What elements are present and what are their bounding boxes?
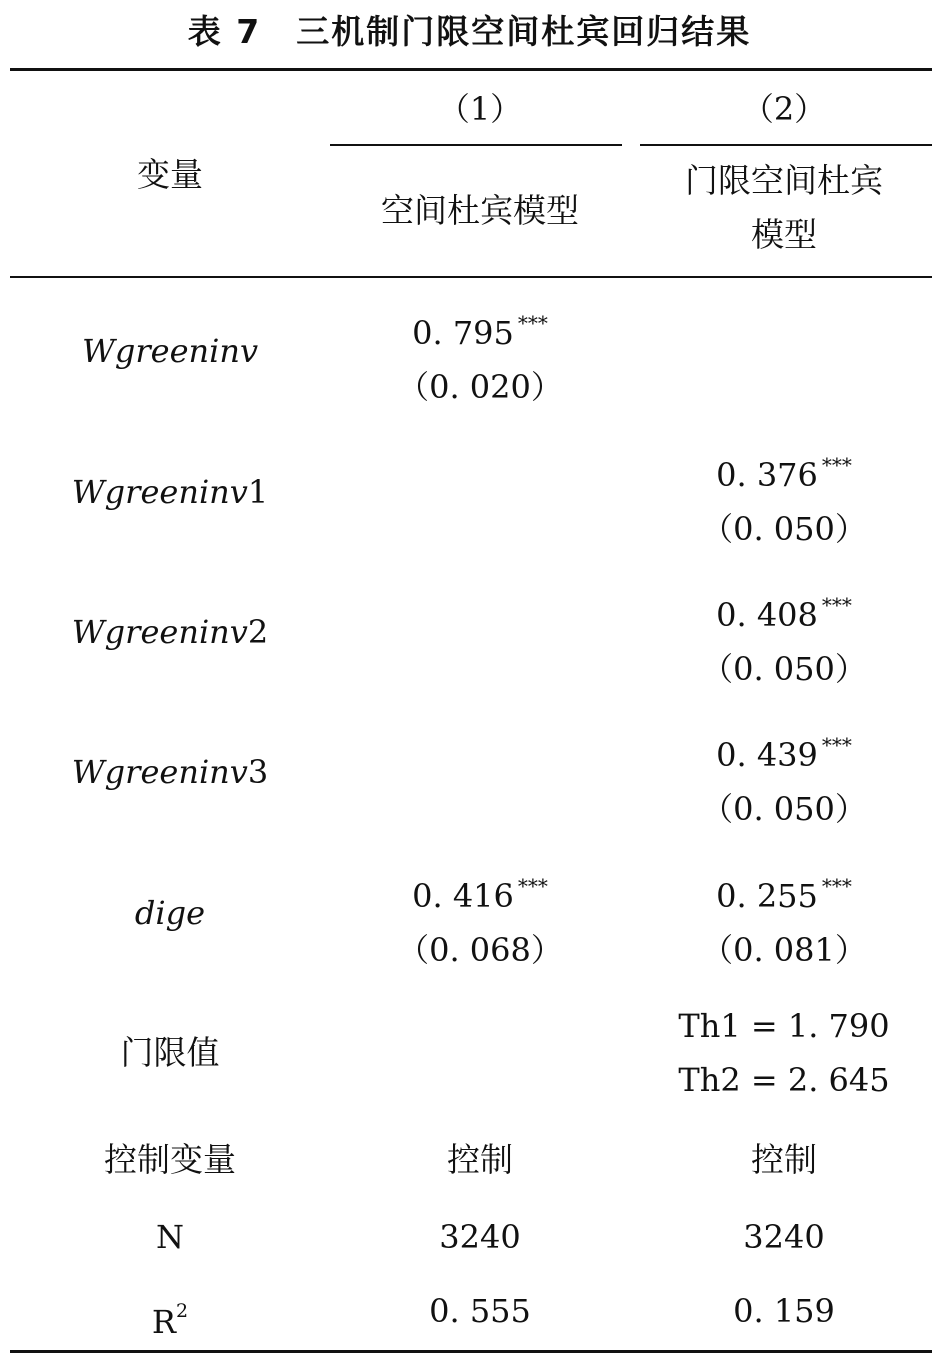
header-variable-label: 变量	[137, 155, 203, 194]
row-variable-suffix: 2	[247, 613, 269, 651]
header-bottom-rule	[10, 276, 932, 278]
coefficient: 0. 416	[412, 877, 514, 915]
standard-error: （0. 050）	[701, 510, 867, 548]
r2-label-base: R	[151, 1303, 176, 1341]
n-label: N	[156, 1218, 184, 1256]
significance-stars: ***	[517, 311, 548, 335]
header-col2-number: （2）	[741, 90, 827, 128]
row-col2-value	[636, 438, 932, 556]
header-col2-model-line1: 门限空间杜宾	[685, 161, 883, 200]
row-variable-name: Wgreeninv	[71, 613, 248, 651]
row-variable-name: Wgreeninv	[81, 332, 259, 370]
threshold-th2: Th2 = 2. 645	[678, 1061, 890, 1099]
threshold-label: 门限值	[120, 1033, 220, 1072]
threshold-values	[636, 999, 932, 1107]
standard-error: （0. 050）	[701, 650, 867, 688]
n-col2: 3240	[743, 1218, 825, 1256]
header-col1-number: （1）	[437, 90, 523, 128]
coefficient: 0. 408	[716, 596, 818, 634]
standard-error: （0. 050）	[701, 790, 867, 828]
row-col1-value	[330, 296, 630, 414]
controls-label: 控制变量	[104, 1140, 236, 1179]
col1-header-rule	[330, 144, 622, 146]
standard-error: （0. 081）	[701, 931, 867, 969]
standard-error: （0. 068）	[397, 931, 563, 969]
row-variable	[0, 605, 340, 659]
significance-stars: ***	[821, 453, 852, 477]
coefficient: 0. 439	[716, 736, 818, 774]
header-col2-model-line2: 模型	[751, 215, 817, 254]
row-variable-suffix: 3	[247, 753, 269, 791]
bottom-rule	[10, 1350, 932, 1353]
row-col1-value	[330, 859, 630, 977]
r2-col2: 0. 159	[733, 1292, 835, 1330]
row-variable-suffix: 1	[247, 473, 269, 511]
row-variable-name: Wgreeninv	[71, 753, 248, 791]
coefficient: 0. 795	[412, 314, 514, 352]
controls-col1: 控制	[447, 1140, 513, 1179]
header-col1-model: 空间杜宾模型	[381, 191, 579, 230]
header-col2-model	[636, 154, 932, 262]
significance-stars: ***	[821, 593, 852, 617]
row-variable-name: dige	[134, 894, 206, 932]
significance-stars: ***	[821, 874, 852, 898]
top-rule	[10, 68, 932, 71]
row-variable	[0, 745, 340, 799]
coefficient: 0. 376	[716, 456, 818, 494]
r2-label	[0, 1284, 340, 1349]
table-title: 表 7 三机制门限空间杜宾回归结果	[187, 12, 752, 51]
row-col2-value	[636, 859, 932, 977]
r2-col1: 0. 555	[429, 1292, 531, 1330]
row-col2-value	[636, 578, 932, 696]
row-variable-name: Wgreeninv	[71, 473, 248, 511]
coefficient: 0. 255	[716, 877, 818, 915]
significance-stars: ***	[821, 733, 852, 757]
threshold-th1: Th1 = 1. 790	[678, 1007, 890, 1045]
row-variable	[0, 324, 340, 378]
row-variable	[0, 465, 340, 519]
controls-col2: 控制	[751, 1140, 817, 1179]
row-variable	[0, 886, 340, 940]
r2-label-superscript: 2	[176, 1300, 189, 1322]
standard-error: （0. 020）	[397, 368, 563, 406]
row-col2-value	[636, 718, 932, 836]
significance-stars: ***	[517, 874, 548, 898]
n-col1: 3240	[439, 1218, 521, 1256]
col2-header-rule	[640, 144, 932, 146]
